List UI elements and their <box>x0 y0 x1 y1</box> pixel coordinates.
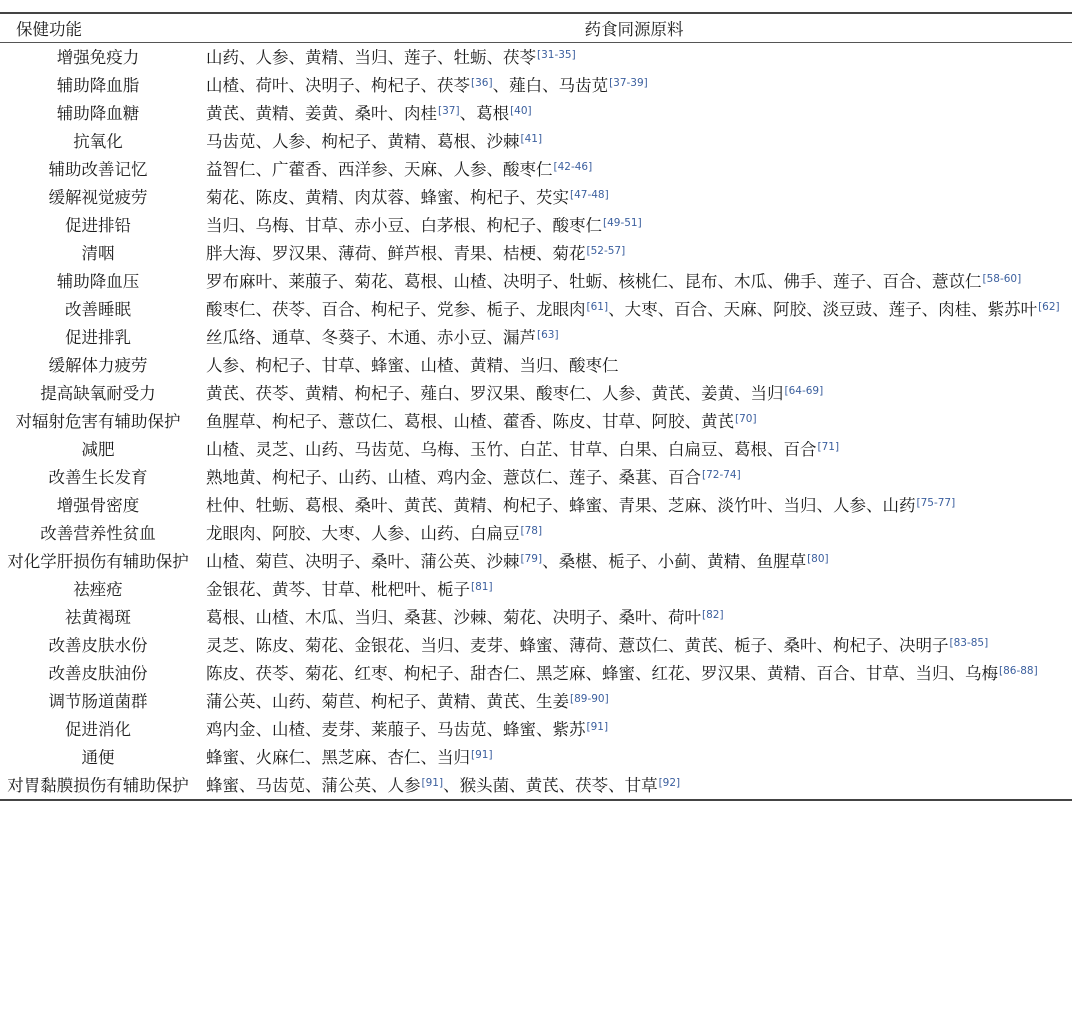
citation-ref[interactable]: [70] <box>735 413 757 425</box>
materials-text: 龙眼肉、阿胶、大枣、人参、山药、白扁豆 <box>206 524 520 543</box>
materials-text: 山药、人参、黄精、当归、莲子、牡蛎、茯苓 <box>206 48 536 67</box>
function-cell: 对化学肝损伤有辅助保护 <box>7 552 189 571</box>
table-row <box>0 43 1072 72</box>
materials-text: 、大枣、百合、天麻、阿胶、淡豆豉、莲子、肉桂、紫苏叶 <box>608 300 1038 319</box>
table-row <box>0 715 1072 743</box>
citation-ref[interactable]: [42-46] <box>553 161 593 173</box>
materials-text: 、葛根 <box>459 104 510 123</box>
function-cell: 减肥 <box>81 440 115 459</box>
function-cell: 对辐射危害有辅助保护 <box>15 412 181 431</box>
function-cell: 增强免疫力 <box>56 48 140 67</box>
materials-cell <box>196 323 1072 351</box>
citation-ref[interactable]: [78] <box>520 525 543 537</box>
function-cell: 提高缺氧耐受力 <box>40 384 156 403</box>
materials-cell <box>196 43 1072 72</box>
table-row <box>0 407 1072 435</box>
materials-text: 蒲公英、山药、菊苣、枸杞子、黄精、黄芪、生姜 <box>206 692 569 711</box>
materials-text: 山楂、菊苣、决明子、桑叶、蒲公英、沙棘 <box>206 552 520 571</box>
citation-ref[interactable]: [92] <box>658 777 681 789</box>
function-cell: 改善皮肤油份 <box>48 664 148 683</box>
header-function: 保健功能 <box>0 14 196 43</box>
citation-ref[interactable]: [91] <box>471 749 493 761</box>
materials-cell <box>196 463 1072 491</box>
materials-cell <box>196 687 1072 715</box>
table-row <box>0 351 1072 379</box>
table-row <box>0 155 1072 183</box>
table-row <box>0 547 1072 575</box>
table-row <box>0 743 1072 771</box>
table-row <box>0 71 1072 99</box>
materials-cell <box>196 127 1072 155</box>
citation-ref[interactable]: [89-90] <box>570 693 609 705</box>
materials-text: 黄芪、茯苓、黄精、枸杞子、薤白、罗汉果、酸枣仁、人参、黄芪、姜黄、当归 <box>206 384 784 403</box>
table-body <box>0 43 1072 800</box>
materials-cell <box>196 351 1072 379</box>
materials-cell <box>196 659 1072 687</box>
function-cell: 改善皮肤水份 <box>48 636 148 655</box>
function-cell: 辅助降血压 <box>56 272 140 291</box>
table-row <box>0 127 1072 155</box>
citation-ref[interactable]: [41] <box>520 133 543 145</box>
citation-ref[interactable]: [52-57] <box>586 245 626 257</box>
citation-ref[interactable]: [47-48] <box>570 189 609 201</box>
materials-text: 鸡内金、山楂、麦芽、莱菔子、马齿苋、蜂蜜、紫苏 <box>206 720 586 739</box>
materials-cell <box>196 743 1072 771</box>
materials-cell <box>196 631 1072 659</box>
materials-text: 鱼腥草、枸杞子、薏苡仁、葛根、山楂、藿香、陈皮、甘草、阿胶、黄芪 <box>206 412 734 431</box>
materials-text: 山楂、荷叶、决明子、枸杞子、茯苓 <box>206 76 470 95</box>
materials-cell <box>196 407 1072 435</box>
table-row <box>0 267 1072 295</box>
materials-text: 熟地黄、枸杞子、山药、山楂、鸡内金、薏苡仁、莲子、桑葚、百合 <box>206 468 701 487</box>
header-materials: 药食同源原料 <box>196 14 1072 43</box>
materials-text: 山楂、灵芝、山药、马齿苋、乌梅、玉竹、白芷、甘草、白果、白扁豆、葛根、百合 <box>206 440 817 459</box>
materials-cell <box>196 575 1072 603</box>
table-row <box>0 519 1072 547</box>
materials-text: 、薤白、马齿苋 <box>492 76 609 95</box>
health-function-table <box>0 12 1072 801</box>
function-cell: 抗氧化 <box>73 132 123 151</box>
table-row <box>0 575 1072 603</box>
materials-cell <box>196 547 1072 575</box>
materials-cell <box>196 155 1072 183</box>
citation-ref[interactable]: [58-60] <box>982 273 1022 285</box>
citation-ref[interactable]: [31-35] <box>537 49 576 61</box>
citation-ref[interactable]: [91] <box>586 721 609 733</box>
table-row <box>0 99 1072 127</box>
materials-cell <box>196 491 1072 519</box>
materials-text: 菊花、陈皮、黄精、肉苁蓉、蜂蜜、枸杞子、芡实 <box>206 188 569 207</box>
citation-ref[interactable]: [61] <box>586 301 609 313</box>
materials-cell <box>196 435 1072 463</box>
table-row <box>0 435 1072 463</box>
table-row <box>0 211 1072 239</box>
materials-text: 当归、乌梅、甘草、赤小豆、白茅根、枸杞子、酸枣仁 <box>206 216 602 235</box>
materials-cell <box>196 603 1072 631</box>
materials-text: 灵芝、陈皮、菊花、金银花、当归、麦芽、蜂蜜、薄荷、薏苡仁、黄芪、栀子、桑叶、枸杞子、决明子 <box>206 636 949 655</box>
materials-text: 葛根、山楂、木瓜、当归、桑葚、沙棘、菊花、决明子、桑叶、荷叶 <box>206 608 701 627</box>
table-row <box>0 379 1072 407</box>
citation-ref[interactable]: [82] <box>702 609 724 621</box>
materials-text: 胖大海、罗汉果、薄荷、鲜芦根、青果、桔梗、菊花 <box>206 244 586 263</box>
citation-ref[interactable]: [64-69] <box>784 385 824 397</box>
function-cell: 通便 <box>81 748 115 767</box>
materials-cell <box>196 99 1072 127</box>
table-row <box>0 603 1072 631</box>
function-cell: 缓解视觉疲劳 <box>48 188 148 207</box>
table-row <box>0 659 1072 687</box>
function-cell: 促进排乳 <box>65 328 131 347</box>
function-cell: 改善营养性贫血 <box>40 524 156 543</box>
table-header <box>0 14 1072 43</box>
citation-ref[interactable]: [72-74] <box>702 469 741 481</box>
header-row <box>0 14 1072 43</box>
materials-text: 陈皮、茯苓、菊花、红枣、枸杞子、甜杏仁、黑芝麻、蜂蜜、红花、罗汉果、黄精、百合、甘草、当归、乌梅 <box>206 664 998 683</box>
materials-cell <box>196 211 1072 239</box>
function-cell: 辅助改善记忆 <box>48 160 148 179</box>
materials-cell <box>196 183 1072 211</box>
citation-ref[interactable]: [49-51] <box>603 217 642 229</box>
function-cell: 增强骨密度 <box>56 496 140 515</box>
materials-cell <box>196 771 1072 799</box>
materials-cell <box>196 267 1072 295</box>
function-cell: 改善睡眠 <box>65 300 131 319</box>
table-row <box>0 491 1072 519</box>
materials-text: 、桑椹、栀子、小蓟、黄精、鱼腥草 <box>542 552 807 571</box>
function-cell: 祛黄褐斑 <box>65 608 131 627</box>
function-cell: 改善生长发育 <box>48 468 148 487</box>
citation-ref[interactable]: [71] <box>817 441 840 453</box>
table-row <box>0 631 1072 659</box>
materials-text: 酸枣仁、茯苓、百合、枸杞子、党参、栀子、龙眼肉 <box>206 300 586 319</box>
materials-text: 杜仲、牡蛎、葛根、桑叶、黄芪、黄精、枸杞子、蜂蜜、青果、芝麻、淡竹叶、当归、人参、山药 <box>206 496 916 515</box>
citation-ref[interactable]: [83-85] <box>949 637 989 649</box>
citation-ref[interactable]: [36] <box>471 77 493 89</box>
citation-ref[interactable]: [80] <box>807 553 829 565</box>
citation-ref[interactable]: [79] <box>520 553 543 565</box>
materials-text: 蜂蜜、火麻仁、黑芝麻、杏仁、当归 <box>206 748 470 767</box>
citation-ref[interactable]: [75-77] <box>916 497 956 509</box>
function-cell: 辅助降血糖 <box>56 104 140 123</box>
table-row <box>0 463 1072 491</box>
function-cell: 辅助降血脂 <box>56 76 140 95</box>
function-cell: 清咽 <box>81 244 115 263</box>
citation-ref[interactable]: [91] <box>421 777 444 789</box>
materials-text: 马齿苋、人参、枸杞子、黄精、葛根、沙棘 <box>206 132 520 151</box>
citation-ref[interactable]: [37] <box>438 105 460 117</box>
materials-text: 蜂蜜、马齿苋、蒲公英、人参 <box>206 776 421 795</box>
materials-text: 人参、枸杞子、甘草、蜂蜜、山楂、黄精、当归、酸枣仁 <box>206 356 619 375</box>
function-cell: 祛痤疮 <box>73 580 123 599</box>
citation-ref[interactable]: [63] <box>537 329 559 341</box>
function-cell: 促进消化 <box>65 720 131 739</box>
function-cell: 调节肠道菌群 <box>48 692 148 711</box>
materials-cell <box>196 715 1072 743</box>
materials-text: 罗布麻叶、莱菔子、菊花、葛根、山楂、决明子、牡蛎、核桃仁、昆布、木瓜、佛手、莲子、百合、薏苡仁 <box>206 272 982 291</box>
citation-ref[interactable]: [81] <box>471 581 493 593</box>
materials-text: 益智仁、广藿香、西洋参、天麻、人参、酸枣仁 <box>206 160 553 179</box>
materials-text: 丝瓜络、通草、冬葵子、木通、赤小豆、漏芦 <box>206 328 536 347</box>
materials-cell <box>196 519 1072 547</box>
table <box>0 14 1072 799</box>
materials-cell <box>196 239 1072 267</box>
materials-cell <box>196 295 1072 323</box>
citation-ref[interactable]: [86-88] <box>999 665 1038 677</box>
table-row <box>0 295 1072 323</box>
materials-text: 黄芪、黄精、姜黄、桑叶、肉桂 <box>206 104 437 123</box>
citation-ref[interactable]: [40] <box>510 105 532 117</box>
table-row <box>0 239 1072 267</box>
citation-ref[interactable]: [37-39] <box>609 77 648 89</box>
materials-cell <box>196 71 1072 99</box>
citation-ref[interactable]: [62] <box>1038 301 1060 313</box>
function-cell: 对胃黏膜损伤有辅助保护 <box>7 776 189 795</box>
table-row <box>0 323 1072 351</box>
table-row <box>0 771 1072 799</box>
materials-text: 金银花、黄芩、甘草、枇杷叶、栀子 <box>206 580 470 599</box>
function-cell: 缓解体力疲劳 <box>48 356 148 375</box>
table-row <box>0 183 1072 211</box>
materials-cell <box>196 379 1072 407</box>
function-cell: 促进排铅 <box>65 216 131 235</box>
materials-text: 、猴头菌、黄芪、茯苓、甘草 <box>443 776 658 795</box>
table-row <box>0 687 1072 715</box>
